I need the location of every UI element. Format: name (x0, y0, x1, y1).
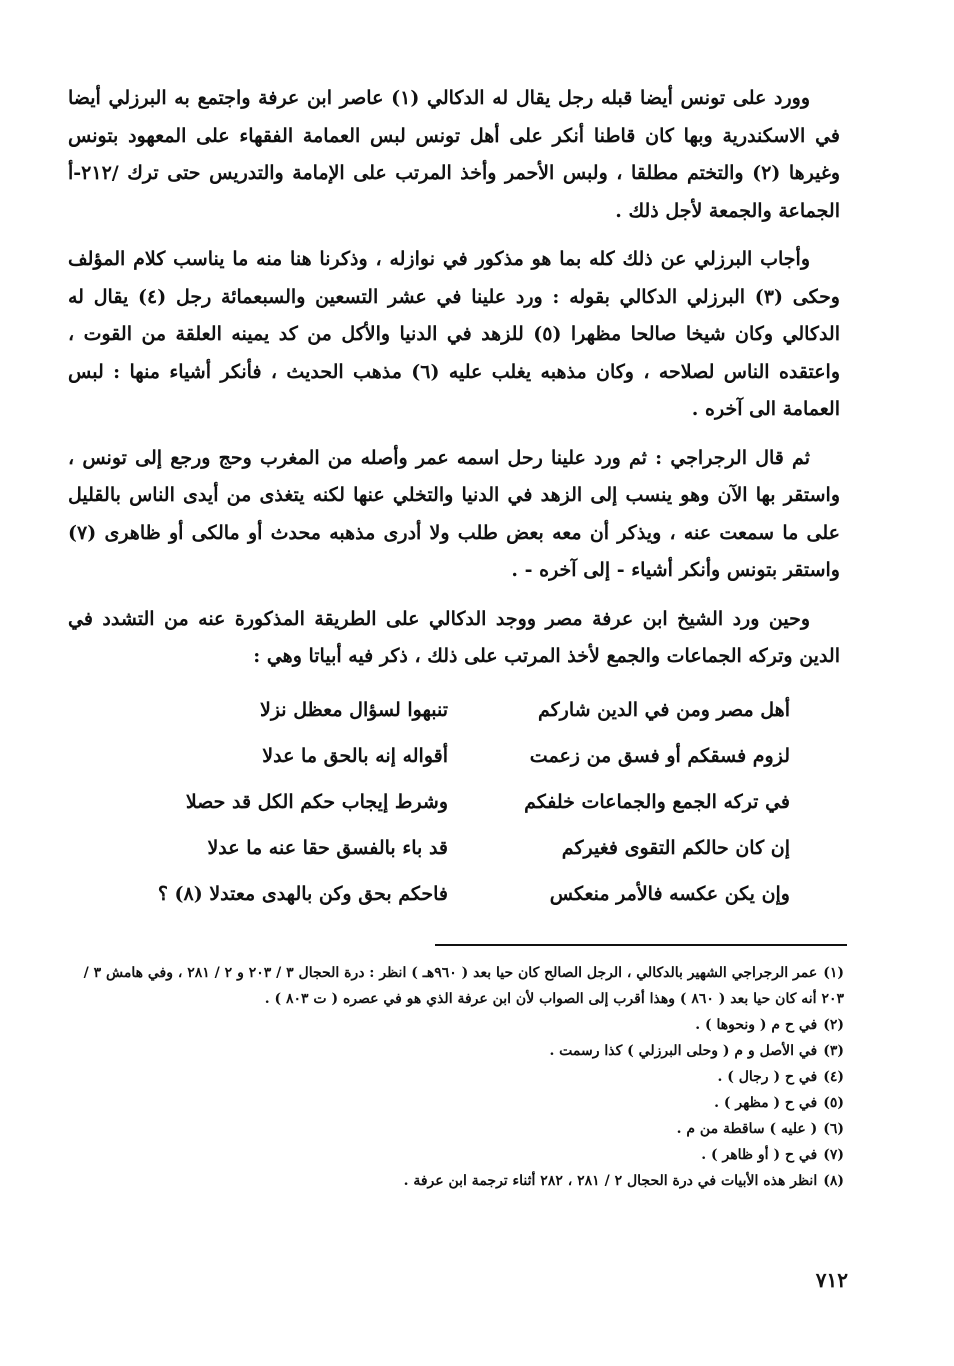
footnote (68, 1038, 844, 1064)
footnote-number: (١) (823, 965, 844, 981)
footnote (68, 1064, 844, 1090)
paragraph-3: ثم قال الرجراجي : ثم ورد علينا رحل اسمه عمر وأصله من المغرب وحج ورجع إلى تونس ، واستقر بها الآن وهو ينسب إلى الزهد في الدنيا والتخلي عنها لكنه يتغذى من أيدى الناس بالقليل على ما سمعت عنه ، ويذكر أن معه بعض طلب ولا أدرى مذهبه محدث أو مالكى أو ظاهرى (٧) واستقر بتونس وأنكر أشياء - إلى آخره - . (68, 446, 840, 581)
poem-verse (68, 733, 840, 779)
poem-verse (68, 871, 840, 917)
footnote-text: ( عليه ) ساقطة من م . (676, 1121, 818, 1137)
footnote-text: في ح ( أو ظاهر ) . (701, 1147, 818, 1163)
footnote-text: عمر الرجراجي الشهير بالدكالي ، الرجل الصالح كان حيا بعد ( ٩٦٠هـ ) انظر : درة الحجال ٣ / ٢٠٣ و ٢ / ٢٨١ ، وفي هامش ٣ / ٢٠٣ أنه كان حيا بعد ( ٨٦٠ ) وهذا أقرب إلى الصواب لأن ابن عرفة الذي هو في عصره ( ت ٨٠٣ ) . (83, 965, 844, 1007)
paragraph-1: وورد على تونس أيضا قبله رجل يقال له الدكالي (١) عاصر ابن عرفة واجتمع به البرزلي أيضا في الاسكندرية وبها كان قاطنا أنكر على أهل تونس لبس العمامة الفقهاء على المعهود بتونس وغيرها (٢) والتختم مطلقا ، ولبس الأحمر وأخذ المرتب على الإمامة والتدريس حتى ترك /٢١٢-أ الجماعة والجمعة لأجل ذلك . (68, 87, 840, 222)
footnote-number: (٧) (823, 1147, 844, 1163)
poem-verse (68, 779, 840, 825)
footnote-text: انظر هذه الأبيات في درة الحجال ٢ / ٢٨١ ، ٢٨٢ أثناء ترجمة ابن عرفة . (403, 1173, 818, 1189)
verse-first-hemistich: في تركه الجمع والجماعات خلفكم (524, 790, 790, 813)
footnote-number: (٣) (823, 1043, 844, 1059)
footnote (68, 1116, 844, 1142)
footnote (68, 1012, 844, 1038)
main-text (68, 80, 840, 917)
paragraph-4: وحين ورد الشيخ ابن عرفة مصر ووجد الدكالي على الطريقة المذكورة عنه من التشدد في الدين وتركه الجماعات والجمع لأخذ المرتب على ذلك ، ذكر فيه أبياتا وهي : (68, 607, 840, 667)
footnote-text: في ح ( مظهر ) . (714, 1095, 818, 1111)
footnote (68, 1090, 844, 1116)
footnote-number: (٤) (823, 1069, 844, 1085)
footnote-number: (٦) (823, 1121, 844, 1137)
footnote-text: في ح ( رجال ) . (717, 1069, 818, 1085)
verse-second-hemistich: فاحكم بحق وكن بالهدى معتدلا (٨) ؟ (157, 882, 448, 905)
footnote-text: في ح م ( ونحوها ) . (695, 1017, 818, 1033)
verse-first-hemistich: وإن يكن عكسه فالأمر منعكس (549, 882, 790, 905)
verse-second-hemistich: وشرط إيجاب حكم الكل قد حصلا (185, 790, 448, 813)
footnote (68, 1168, 844, 1194)
footnote (68, 1142, 844, 1168)
footnote (68, 960, 844, 1012)
verse-second-hemistich: أقواله إنه بالحق ما عدلا (262, 744, 448, 767)
page-number: ٧١٢ (815, 1268, 848, 1292)
verse-first-hemistich: إن كان حالكم التقوى فغيركم (561, 836, 790, 859)
footnote-number: (٢) (823, 1017, 844, 1033)
paragraph-2: وأجاب البرزلي عن ذلك كله بما هو مذكور في نوازله ، وذكرنا هنا منه ما يناسب كلام المؤلف وحكى (٣) البرزلي الدكالي بقوله : ورد علينا في عشر التسعين والسبعمائة رجل (٤) يقال له الدكالي وكان شيخا صالحا مظهرا (٥) للزهد في الدنيا والأكل من كد يمينه العلقة من القوت ، واعتقده الناس لصلاحه ، وكان مذهبه يغلب عليه (٦) مذهب الحديث ، فأنكر أشياء منها : لبس العمامة الى آخره . (68, 248, 841, 420)
footnotes (68, 960, 844, 1194)
footnote-number: (٥) (823, 1095, 844, 1111)
poem-verse (68, 825, 840, 871)
poem (68, 687, 840, 917)
footnote-text: في الأصل و م ( وحلى البرزلي ) كذا رسمت . (549, 1043, 818, 1059)
footnote-divider (435, 944, 847, 946)
verse-first-hemistich: لزوم فسقكم أو فسق من زعمت (529, 744, 790, 767)
poem-verse (68, 687, 840, 733)
verse-first-hemistich: أهل مصر ومن في الدين شاركم (537, 698, 790, 721)
verse-second-hemistich: قد باء بالفسق حقا عنه ما عدلا (207, 836, 448, 859)
footnote-number: (٨) (823, 1173, 844, 1189)
verse-second-hemistich: تنبهوا لسؤال معظل نزلا (259, 698, 448, 721)
